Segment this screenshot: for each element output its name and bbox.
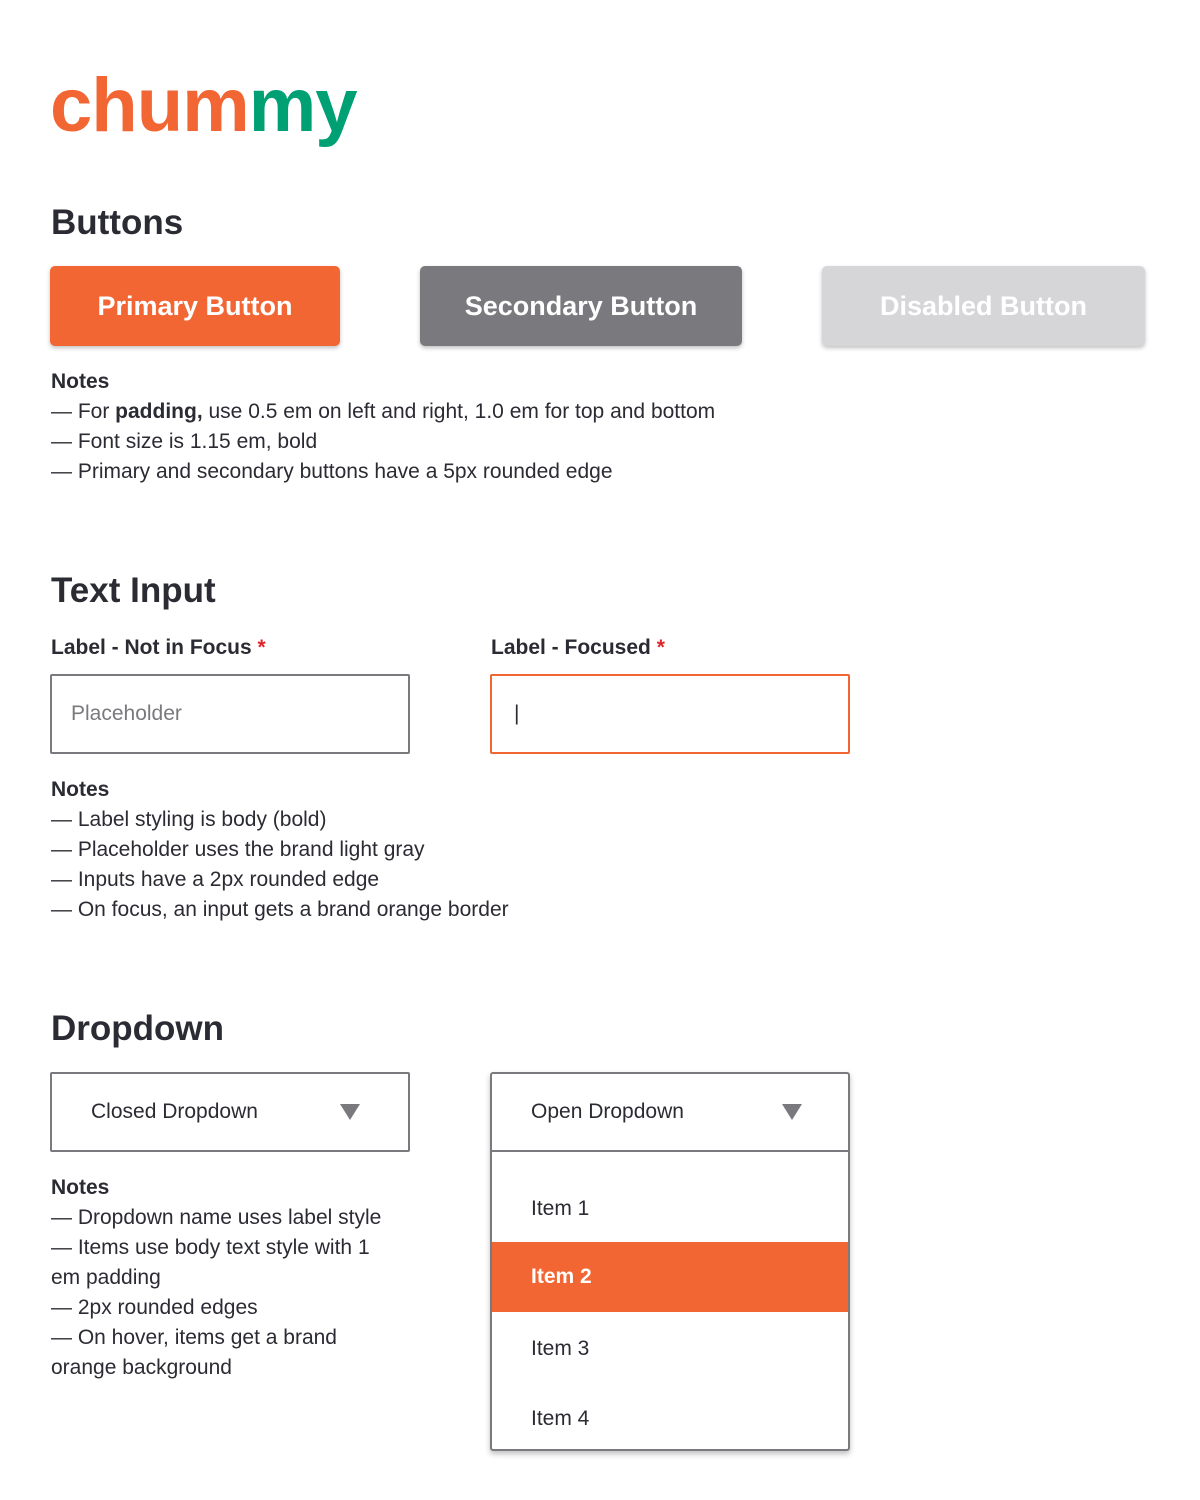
dropdown-item-selected[interactable]: Item 2 bbox=[492, 1242, 848, 1312]
primary-button[interactable]: Primary Button bbox=[50, 266, 340, 346]
open-dropdown-header[interactable]: Open Dropdown bbox=[492, 1074, 848, 1152]
open-dropdown[interactable] bbox=[490, 1072, 850, 1451]
text-input-unfocused[interactable]: Placeholder bbox=[50, 674, 410, 754]
buttons-notes: Notes — For padding, use 0.5 em on left and right, 1.0 em for top and bottom — Font size is 1.15 em, bold — Primary and secondary buttons have a 5px rounded edge bbox=[51, 370, 716, 483]
label-focused: Label - Focused * bbox=[491, 636, 665, 659]
dropdown-item[interactable]: Item 4 bbox=[531, 1407, 590, 1430]
buttons-heading: Buttons bbox=[51, 203, 184, 242]
closed-dropdown[interactable]: Closed Dropdown bbox=[50, 1072, 410, 1152]
dropdown-item[interactable]: Item 3 bbox=[531, 1337, 590, 1360]
dropdown-heading: Dropdown bbox=[51, 1009, 225, 1048]
chevron-down-icon bbox=[782, 1104, 802, 1120]
chevron-down-icon bbox=[340, 1104, 360, 1120]
secondary-button[interactable]: Secondary Button bbox=[420, 266, 742, 346]
dropdown-notes: Notes — Dropdown name uses label style — Items use body text style with 1 em padding — 2px rounded edges — On hover, items get a brand orange background bbox=[51, 1176, 382, 1379]
text-input-focused[interactable] bbox=[490, 674, 850, 754]
text-input-heading: Text Input bbox=[51, 571, 216, 610]
label-not-focused: Label - Not in Focus * bbox=[51, 636, 266, 659]
disabled-button: Disabled Button bbox=[822, 266, 1145, 346]
text-input-notes: Notes — Label styling is body (bold) — Placeholder uses the brand light gray — Inputs have a 2px rounded edge — On focus, an input gets a brand orange border bbox=[51, 778, 509, 921]
text-cursor: | bbox=[514, 702, 520, 725]
brand-logo: chummy bbox=[50, 63, 357, 148]
dropdown-item[interactable]: Item 1 bbox=[531, 1197, 590, 1220]
